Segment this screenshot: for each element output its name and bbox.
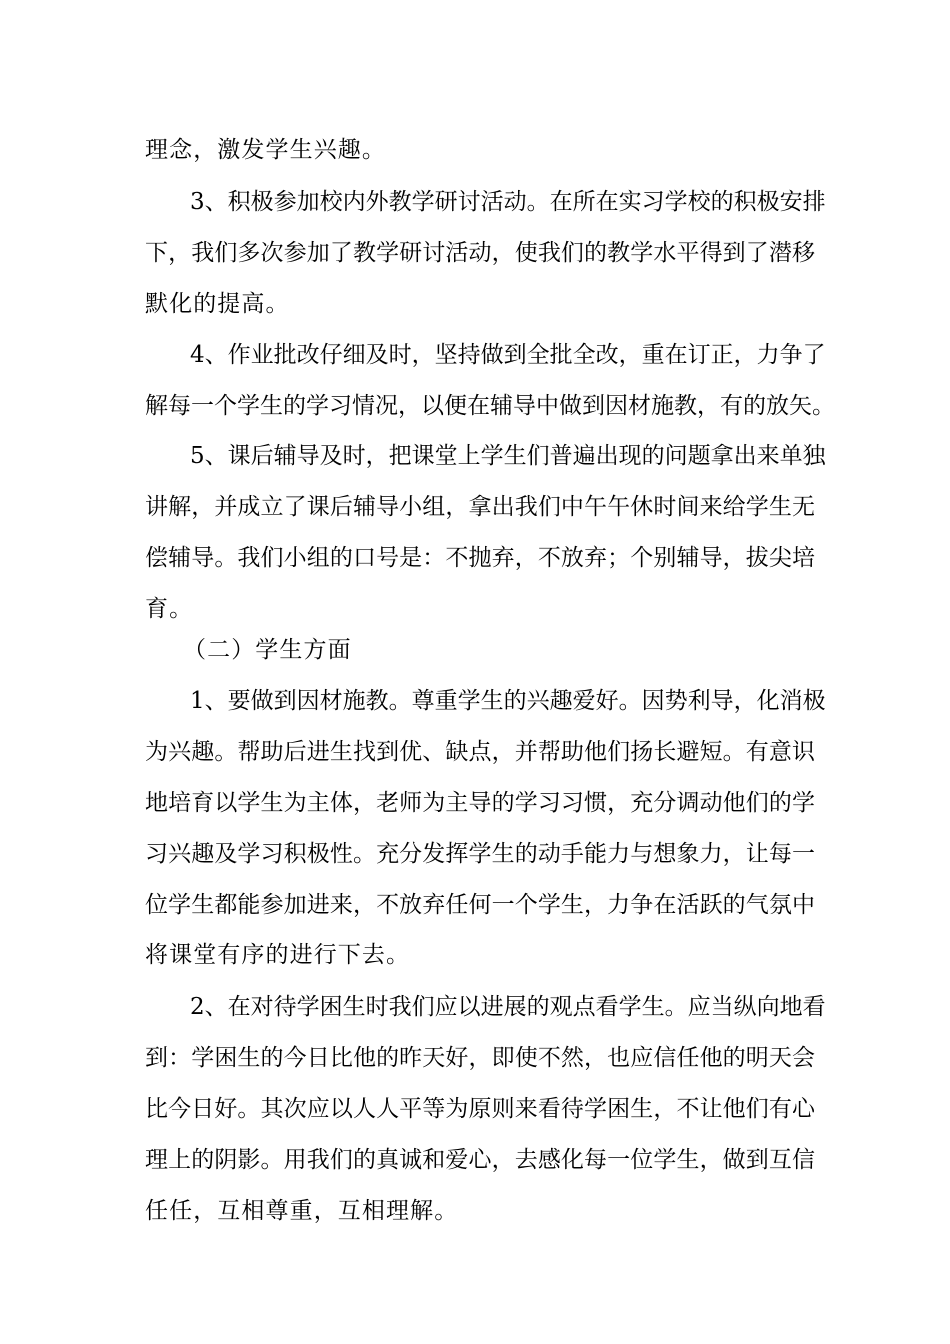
paragraph-s1-line-1: 1、要做到因材施教。尊重学生的兴趣爱好。因势利导，化消极 xyxy=(190,688,826,714)
paragraph-3-line-2: 下，我们多次参加了教学研讨活动，使我们的教学水平得到了潜移 xyxy=(145,240,815,266)
paragraph-s2-line-4: 理上的阴影。用我们的真诚和爱心，去感化每一位学生，做到互信 xyxy=(145,1147,815,1173)
paragraph-s1-line-2: 为兴趣。帮助后进生找到优、缺点，并帮助他们扬长避短。有意识 xyxy=(145,739,815,765)
paragraph-3-line-3: 默化的提高。 xyxy=(145,291,290,317)
paragraph-4-line-1: 4、作业批改仔细及时，坚持做到全批全改，重在订正，力争了 xyxy=(190,342,826,368)
paragraph-s2-line-2: 到：学困生的今日比他的昨天好，即使不然，也应信任他的明天会 xyxy=(145,1045,815,1071)
paragraph-4-line-2: 解每一个学生的学习情况，以便在辅导中做到因材施教，有的放矢。 xyxy=(145,393,835,419)
text-line: 理念，激发学生兴趣。 xyxy=(145,137,386,163)
paragraph-3-line-1: 3、积极参加校内外教学研讨活动。在所在实习学校的积极安排 xyxy=(190,189,826,215)
paragraph-5-line-2: 讲解，并成立了课后辅导小组，拿出我们中午午休时间来给学生无 xyxy=(145,494,815,520)
paragraph-s1-line-4: 习兴趣及学习积极性。充分发挥学生的动手能力与想象力，让每一 xyxy=(145,841,815,867)
paragraph-5-line-1: 5、课后辅导及时，把课堂上学生们普遍出现的问题拿出来单独 xyxy=(190,443,826,469)
paragraph-s2-line-3: 比今日好。其次应以人人平等为原则来看待学困生，不让他们有心 xyxy=(145,1096,815,1122)
paragraph-5-line-4: 育。 xyxy=(145,596,194,622)
paragraph-5-line-3: 偿辅导。我们小组的口号是：不抛弃，不放弃；个别辅导，拔尖培 xyxy=(145,545,815,571)
paragraph-s1-line-6: 将课堂有序的进行下去。 xyxy=(145,942,411,968)
paragraph-s2-line-1: 2、在对待学困生时我们应以进展的观点看学生。应当纵向地看 xyxy=(190,994,826,1020)
paragraph-s2-line-5: 任任，互相尊重，互相理解。 xyxy=(145,1198,459,1224)
paragraph-s1-line-5: 位学生都能参加进来，不放弃任何一个学生，力争在活跃的气氛中 xyxy=(145,892,815,918)
paragraph-s1-line-3: 地培育以学生为主体，老师为主导的学习习惯，充分调动他们的学 xyxy=(145,790,815,816)
section-heading: （二）学生方面 xyxy=(183,637,352,663)
